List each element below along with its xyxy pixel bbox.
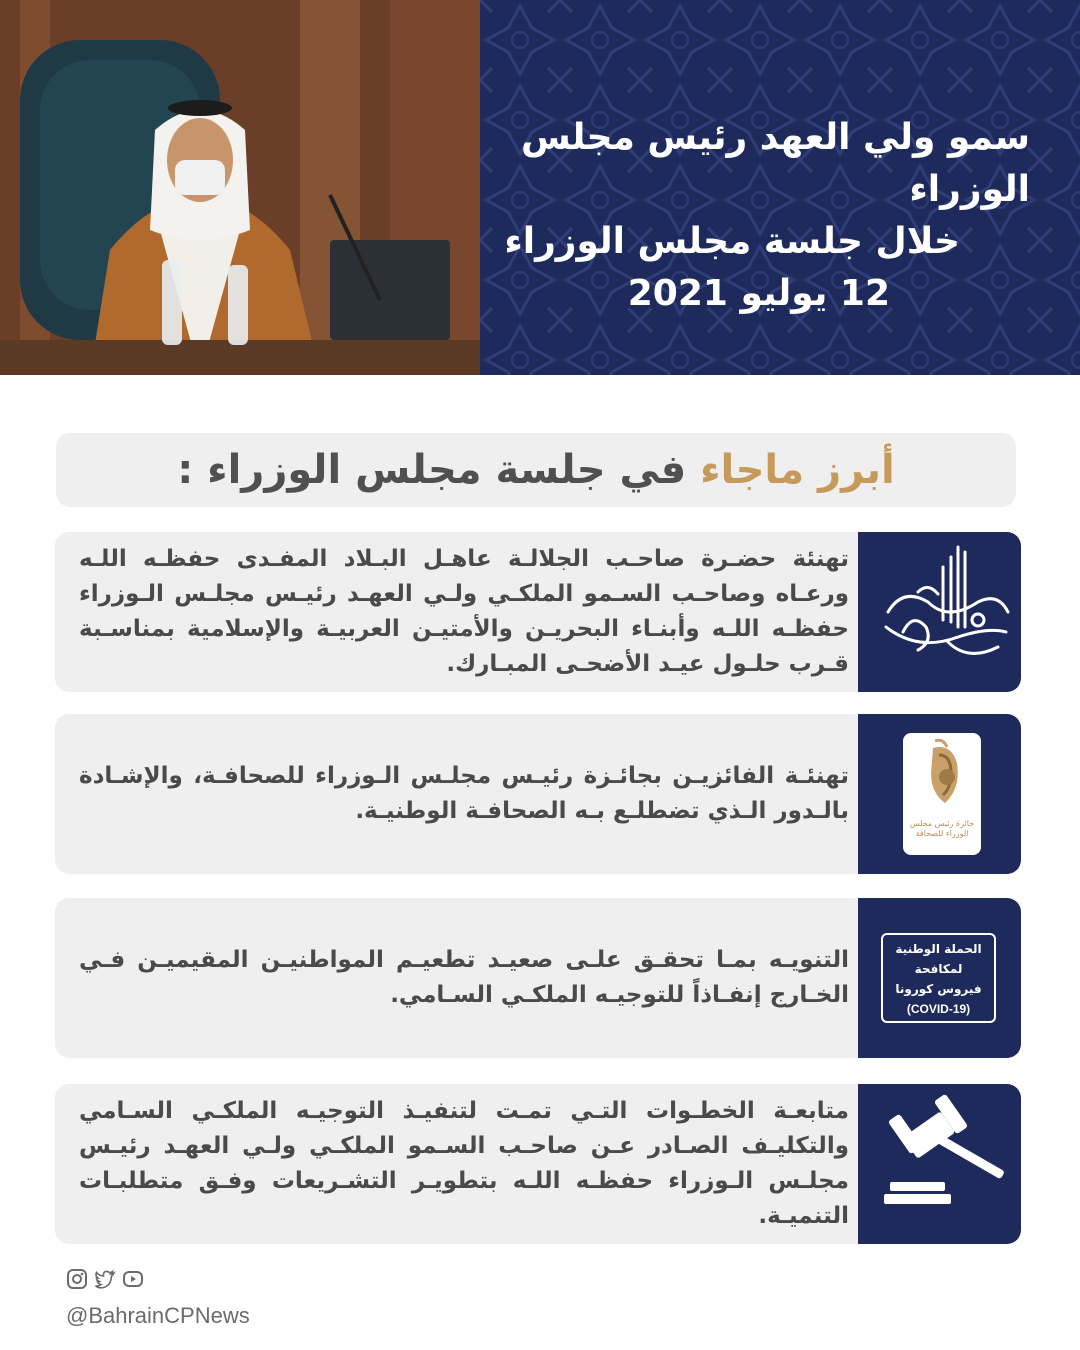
covid-line2: لمكافحة xyxy=(914,962,963,976)
social-icons xyxy=(66,1268,144,1292)
header-photo xyxy=(0,0,480,375)
twitter-icon[interactable] xyxy=(94,1268,116,1290)
card-icon-box xyxy=(858,714,1021,874)
social-handle[interactable]: @BahrainCPNews xyxy=(66,1303,250,1328)
header-title xyxy=(470,112,1030,320)
gavel-icon xyxy=(858,1084,1021,1244)
header-title-line1: سمو ولي العهد رئيس مجلس الوزراء xyxy=(521,117,1030,210)
highlight-card xyxy=(55,1084,1021,1244)
header-title-line2: خلال جلسة مجلس الوزراء xyxy=(504,221,960,262)
section-heading-accent: أبرز ماجاء xyxy=(700,447,895,493)
section-heading xyxy=(56,433,1016,507)
card-text: تهنئة حضـرة صاحـب الجلالـة عاهـل البـلاد المفـدى حفظـه اللـه ورعـاه وصاحـب السـمو الملكـي ولـي العهـد رئيـس مجلـس الـوزراء حفظـه اللـه وأبنـاء البحريـن والأمتيـن العربيـة والإسلامية بمناسـبة قـرب حلـول عيـد الأضحـى المبـارك. xyxy=(79,546,849,677)
youtube-icon[interactable] xyxy=(122,1268,144,1290)
covid-line4: (COVID-19) xyxy=(906,1002,971,1016)
header-date: 12 يوليو 2021 xyxy=(627,273,890,314)
card-text: التنويـه بمـا تحقـق علـى صعيـد تطعيـم المواطنيـن المقيميـن فـي الخـارج إنفـاذاً للتوجيـه الملكـي السـامي. xyxy=(79,947,849,1008)
card-text: متابعـة الخطـوات التـي تمـت لتنفيـذ التوجيـه الملكـي السـامي والتكليـف الصـادر عـن صاحـب السـمو الملكـي ولـي العهـد رئيـس مجلـس الـوزراء حفظـه اللـه بتطويـر التشـريعات وفـق متطلبـات التنميـة. xyxy=(79,1098,849,1229)
card-text: تهنئـة الفائزيـن بجائـزة رئيـس مجلـس الـوزراء للصحافـة، والإشـادة بالـدور الـذي تضطلـع بـه الصحافـة الوطنيـة. xyxy=(79,763,849,824)
highlight-card xyxy=(55,714,1021,874)
award-caption: جائزة رئيس مجلس الوزراء للصحافة xyxy=(909,819,975,838)
covid-line1: الحملة الوطنية xyxy=(895,942,982,956)
card-icon-box xyxy=(858,898,1021,1058)
card-icon-box xyxy=(858,1084,1021,1244)
press-award-logo xyxy=(903,733,981,855)
card-icon-box xyxy=(858,532,1021,692)
covid-campaign-badge xyxy=(881,933,996,1023)
instagram-icon[interactable] xyxy=(66,1268,88,1290)
eid-calligraphy-icon xyxy=(858,532,1021,692)
header-banner xyxy=(0,0,1080,375)
highlight-card xyxy=(55,898,1021,1058)
covid-line3: فيروس كورونا xyxy=(895,982,982,996)
section-heading-rest: في جلسة مجلس الوزراء : xyxy=(177,447,701,493)
highlight-card xyxy=(55,532,1021,692)
